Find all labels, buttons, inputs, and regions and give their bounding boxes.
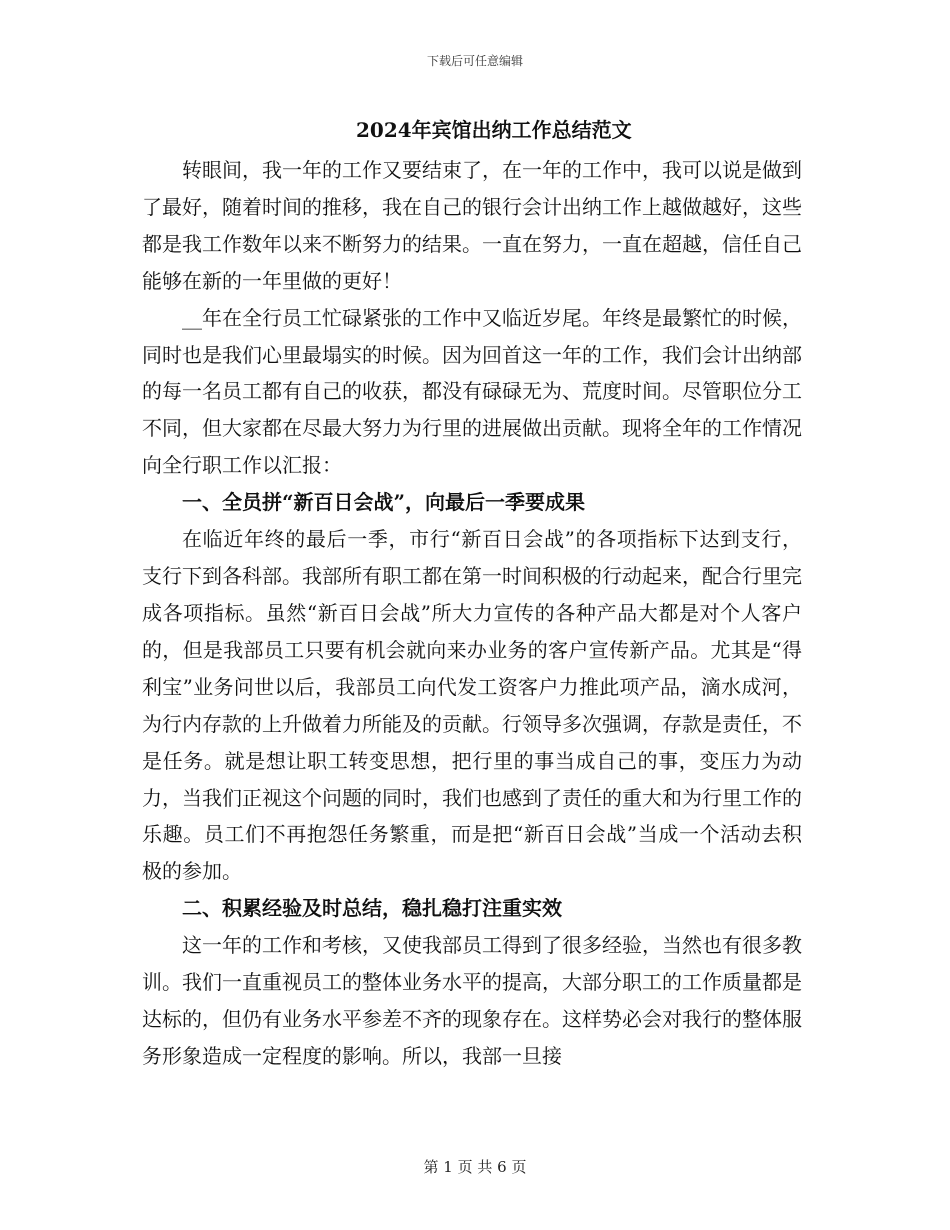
paragraph-section-2: 这一年的工作和考核，又使我部员工得到了很多经验，当然也有很多教训。我们一直重视员工的整体业务水平的提高，大部分职工的工作质量都是达标的，但仍有业务水平参差不齐的现象存在。这样势必会对我行的整体服务形象造成一定程度的影响。所以，我部一旦接 — [142, 933, 802, 1068]
paragraph-intro: 转眼间，我一年的工作又要结束了，在一年的工作中，我可以说是做到了最好，随着时间的推移，我在自己的银行会计出纳工作上越做越好，这些都是我工作数年以来不断努力的结果。一直在努力，一直在超越，信任自己能够在新的一年里做的更好！ — [142, 158, 802, 293]
section-heading-2: 二、积累经验及时总结，稳扎稳打注重实效 — [182, 896, 562, 921]
paragraph-summary: __年在全行员工忙碌紧张的工作中又临近岁尾。年终是最繁忙的时候，同时也是我们心里最塌实的时候。因为回首这一年的工作，我们会计出纳部的每一名员工都有自己的收获，都没有碌碌无为、荒度时间。尽管职位分工不同，但大家都在尽最大努力为行里的进展做出贡献。现将全年的工作情况向全行职工作以汇报： — [142, 305, 802, 478]
document-body — [142, 108, 802, 1075]
page-number: 第 1 页 共 6 页 — [423, 1158, 527, 1176]
paragraph-section-1: 在临近年终的最后一季，市行“新百日会战”的各项指标下达到支行，支行下到各科部。我部所有职工都在第一时间积极的行动起来，配合行里完成各项指标。虽然“新百日会战”所大力宣传的各种产品大都是对个人客户的，但是我部员工只要有机会就向来办业务的客户宣传新产品。尤其是“得利宝”业务问世以后，我部员工向代发工资客户力推此项产品，滴水成河，为行内存款的上升做着力所能及的贡献。行领导多次强调，存款是责任，不是任务。就是想让职工转变思想，把行里的事当成自己的事，变压力为动力，当我们正视这个问题的同时，我们也感到了责任的重大和为行里工作的乐趣。员工们不再抱怨任务繁重，而是把“新百日会战”当成一个活动去积极的参加。 — [142, 527, 802, 884]
document-title: 2024年宾馆出纳工作总结范文 — [356, 118, 632, 142]
section-heading-1: 一、全员拼“新百日会战”，向最后一季要成果 — [182, 490, 586, 515]
page-header-note: 下载后可任意编辑 — [426, 54, 523, 68]
